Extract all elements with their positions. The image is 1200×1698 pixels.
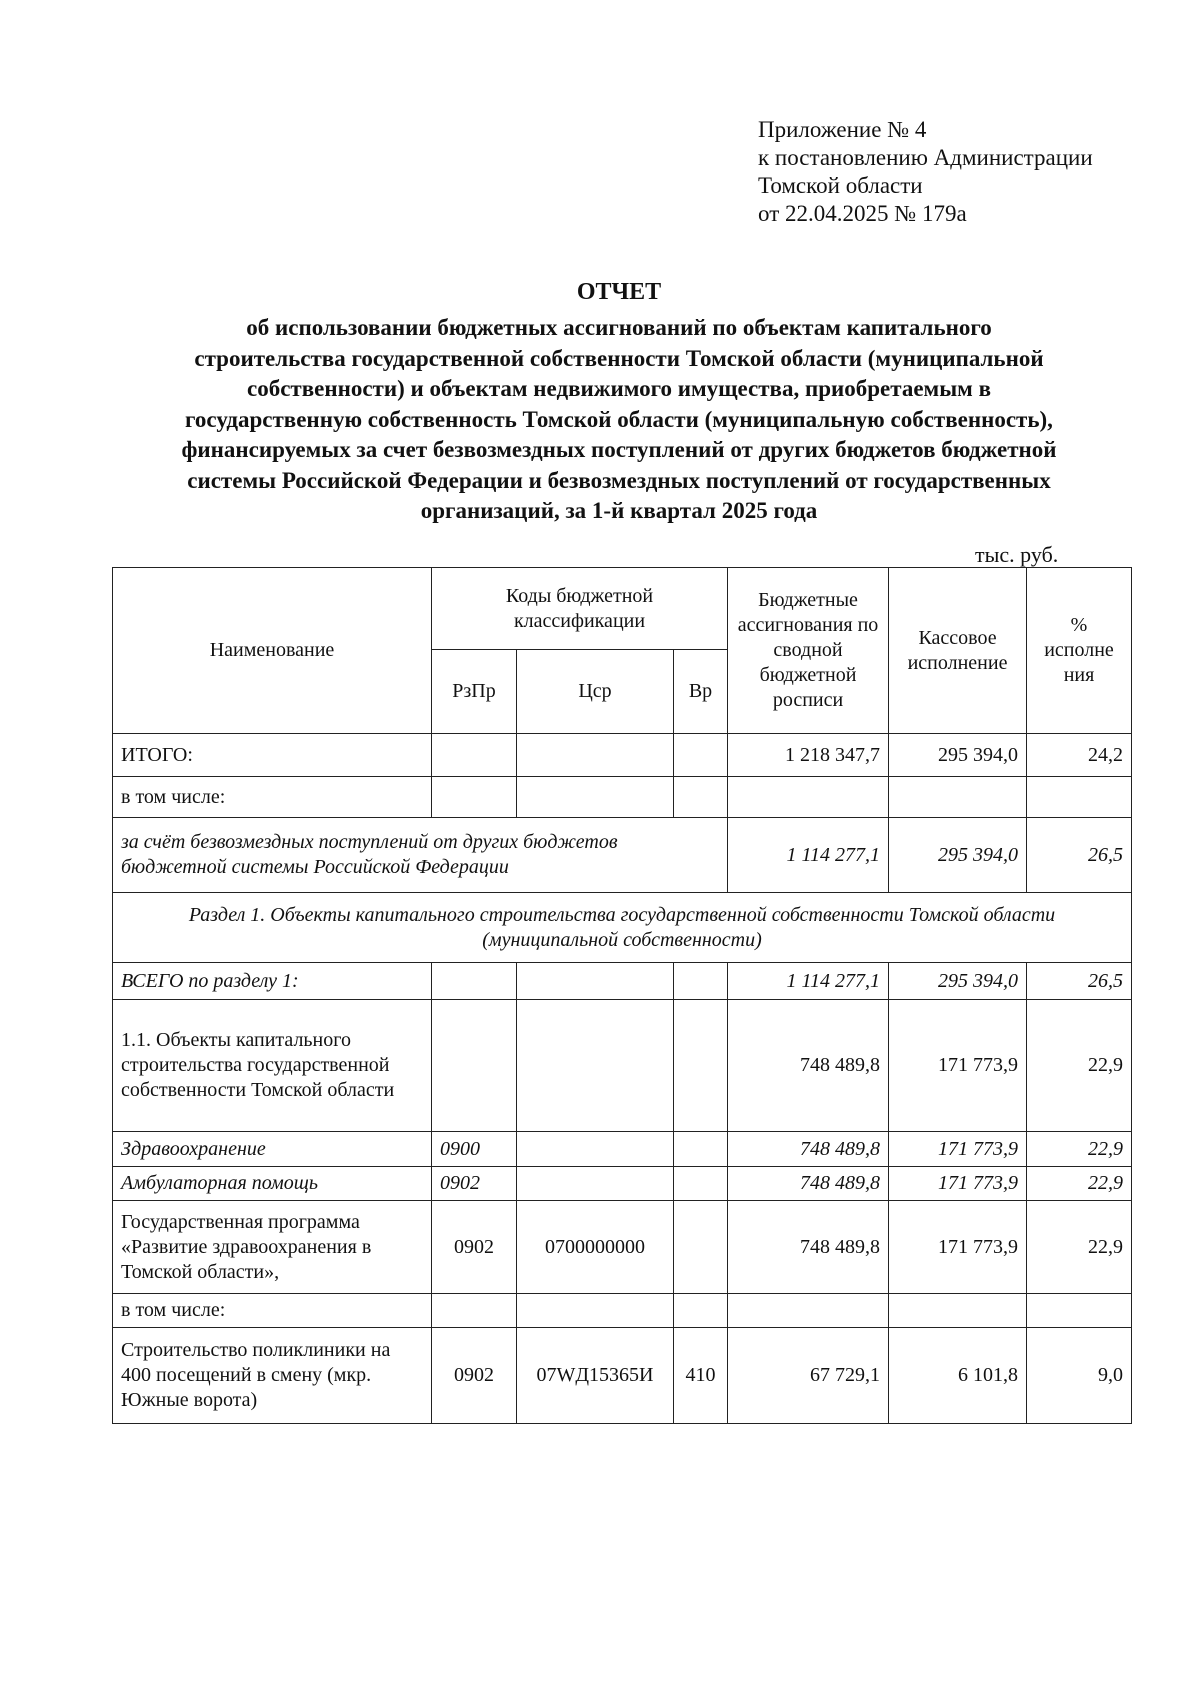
cell-name: ИТОГО: (113, 734, 432, 777)
cell-rzpr: 0902 (432, 1328, 517, 1424)
cell-vr (674, 777, 728, 818)
cell-name: за счёт безвозмездных поступлений от других бюджетов бюджетной системы Российской Федерации (113, 818, 728, 893)
cell-vr (674, 1132, 728, 1167)
cell-name: ВСЕГО по разделу 1: (113, 963, 432, 1000)
table-row-section-header (113, 893, 1132, 963)
cell-percent: 9,0 (1027, 1328, 1132, 1424)
cell-vr (674, 1294, 728, 1328)
cell-budget: 748 489,8 (728, 1167, 889, 1201)
subtitle-line: об использовании бюджетных ассигнований по объектам капитального (246, 315, 992, 340)
table-row-program (113, 1201, 1132, 1294)
appendix-line: Томской области (758, 173, 923, 198)
table-row-including (113, 777, 1132, 818)
header-csr: Цср (517, 650, 674, 734)
cell-name: Строительство поликлиники на 400 посещений в смену (мкр. Южные ворота) (113, 1328, 432, 1424)
cell-rzpr: 0900 (432, 1132, 517, 1167)
cell-csr (517, 1132, 674, 1167)
table-row-total (113, 734, 1132, 777)
header-percent: % исполне ния (1027, 568, 1132, 734)
section-title: Раздел 1. Объекты капитального строительства государственной собственности Томской области (муниципальной собственности) (113, 893, 1132, 963)
cell-vr (674, 1201, 728, 1294)
cell-csr (517, 963, 674, 1000)
header-name: Наименование (113, 568, 432, 734)
cell-cash: 295 394,0 (889, 818, 1027, 893)
cell-rzpr (432, 734, 517, 777)
cell-cash: 295 394,0 (889, 963, 1027, 1000)
cell-percent (1027, 777, 1132, 818)
subtitle-line: организаций, за 1-й квартал 2025 года (420, 498, 818, 523)
subtitle-line: строительства государственной собственности Томской области (муниципальной (194, 345, 1044, 371)
subtitle-line: финансируемых за счет безвозмездных поступлений от других бюджетов бюджетной (181, 437, 1057, 462)
cell-rzpr (432, 1294, 517, 1328)
table-row-polyclinic (113, 1328, 1132, 1424)
appendix-line: Приложение № 4 (758, 117, 927, 142)
header-codes: Коды бюджетной классификации (432, 568, 728, 650)
table-row-gratuitous (113, 818, 1132, 893)
cell-cash: 171 773,9 (889, 1167, 1027, 1201)
cell-cash: 6 101,8 (889, 1328, 1027, 1424)
cell-percent: 22,9 (1027, 1167, 1132, 1201)
table-row-section-total (113, 963, 1132, 1000)
cell-cash (889, 777, 1027, 818)
header-rzpr: РзПр (432, 650, 517, 734)
cell-vr (674, 963, 728, 1000)
cell-name: в том числе: (113, 1294, 432, 1328)
cell-vr (674, 1167, 728, 1201)
cell-percent: 22,9 (1027, 1132, 1132, 1167)
appendix-line: от 22.04.2025 № 179а (758, 201, 967, 226)
header-vr: Вр (674, 650, 728, 734)
cell-csr: 07WД15365И (517, 1328, 674, 1424)
cell-percent (1027, 1294, 1132, 1328)
cell-cash: 295 394,0 (889, 734, 1027, 777)
subtitle-line: системы Российской Федерации и безвозмездных поступлений от государственных (187, 467, 1051, 493)
cell-budget (728, 1294, 889, 1328)
cell-name: 1.1. Объекты капитального строительства государственной собственности Томской области (113, 1000, 432, 1132)
cell-budget: 748 489,8 (728, 1000, 889, 1132)
appendix-line: к постановлению Администрации (758, 145, 1093, 170)
cell-csr (517, 1294, 674, 1328)
appendix-block (758, 116, 1093, 228)
header-cash: Кассовое исполнение (889, 568, 1027, 734)
cell-percent: 22,9 (1027, 1201, 1132, 1294)
cell-budget (728, 777, 889, 818)
units-label: тыс. руб. (975, 542, 1059, 567)
cell-name: Амбулаторная помощь (113, 1167, 432, 1201)
cell-name: Государственная программа «Развитие здравоохранения в Томской области», (113, 1201, 432, 1294)
cell-vr (674, 734, 728, 777)
cell-budget: 1 114 277,1 (728, 963, 889, 1000)
cell-rzpr (432, 777, 517, 818)
cell-name: Здравоохранение (113, 1132, 432, 1167)
cell-csr (517, 1167, 674, 1201)
cell-percent: 26,5 (1027, 818, 1132, 893)
cell-percent: 22,9 (1027, 1000, 1132, 1132)
cell-budget: 1 218 347,7 (728, 734, 889, 777)
table-row-healthcare (113, 1132, 1132, 1167)
table-row-subsection (113, 1000, 1132, 1132)
cell-rzpr: 0902 (432, 1201, 517, 1294)
cell-vr (674, 1000, 728, 1132)
report-subtitle (104, 313, 1134, 527)
cell-budget: 67 729,1 (728, 1328, 889, 1424)
cell-csr (517, 734, 674, 777)
cell-rzpr: 0902 (432, 1167, 517, 1201)
cell-name: в том числе: (113, 777, 432, 818)
cell-csr (517, 1000, 674, 1132)
cell-csr (517, 777, 674, 818)
cell-cash (889, 1294, 1027, 1328)
cell-vr: 410 (674, 1328, 728, 1424)
cell-rzpr (432, 963, 517, 1000)
cell-budget: 1 114 277,1 (728, 818, 889, 893)
table-row-ambulatory (113, 1167, 1132, 1201)
report-title: ОТЧЕТ (576, 279, 662, 305)
cell-cash: 171 773,9 (889, 1000, 1027, 1132)
header-row (113, 568, 1132, 650)
cell-csr: 0700000000 (517, 1201, 674, 1294)
cell-budget: 748 489,8 (728, 1132, 889, 1167)
cell-rzpr (432, 1000, 517, 1132)
cell-cash: 171 773,9 (889, 1132, 1027, 1167)
subtitle-line: собственности) и объектам недвижимого имущества, приобретаемым в (247, 376, 991, 401)
report-table (112, 567, 1132, 1424)
cell-budget: 748 489,8 (728, 1201, 889, 1294)
table-row-including (113, 1294, 1132, 1328)
cell-percent: 26,5 (1027, 963, 1132, 1000)
cell-percent: 24,2 (1027, 734, 1132, 777)
header-budget: Бюджетные ассигнования по сводной бюджетной росписи (728, 568, 889, 734)
subtitle-line: государственную собственность Томской области (муниципальную собственность), (185, 406, 1053, 432)
cell-cash: 171 773,9 (889, 1201, 1027, 1294)
